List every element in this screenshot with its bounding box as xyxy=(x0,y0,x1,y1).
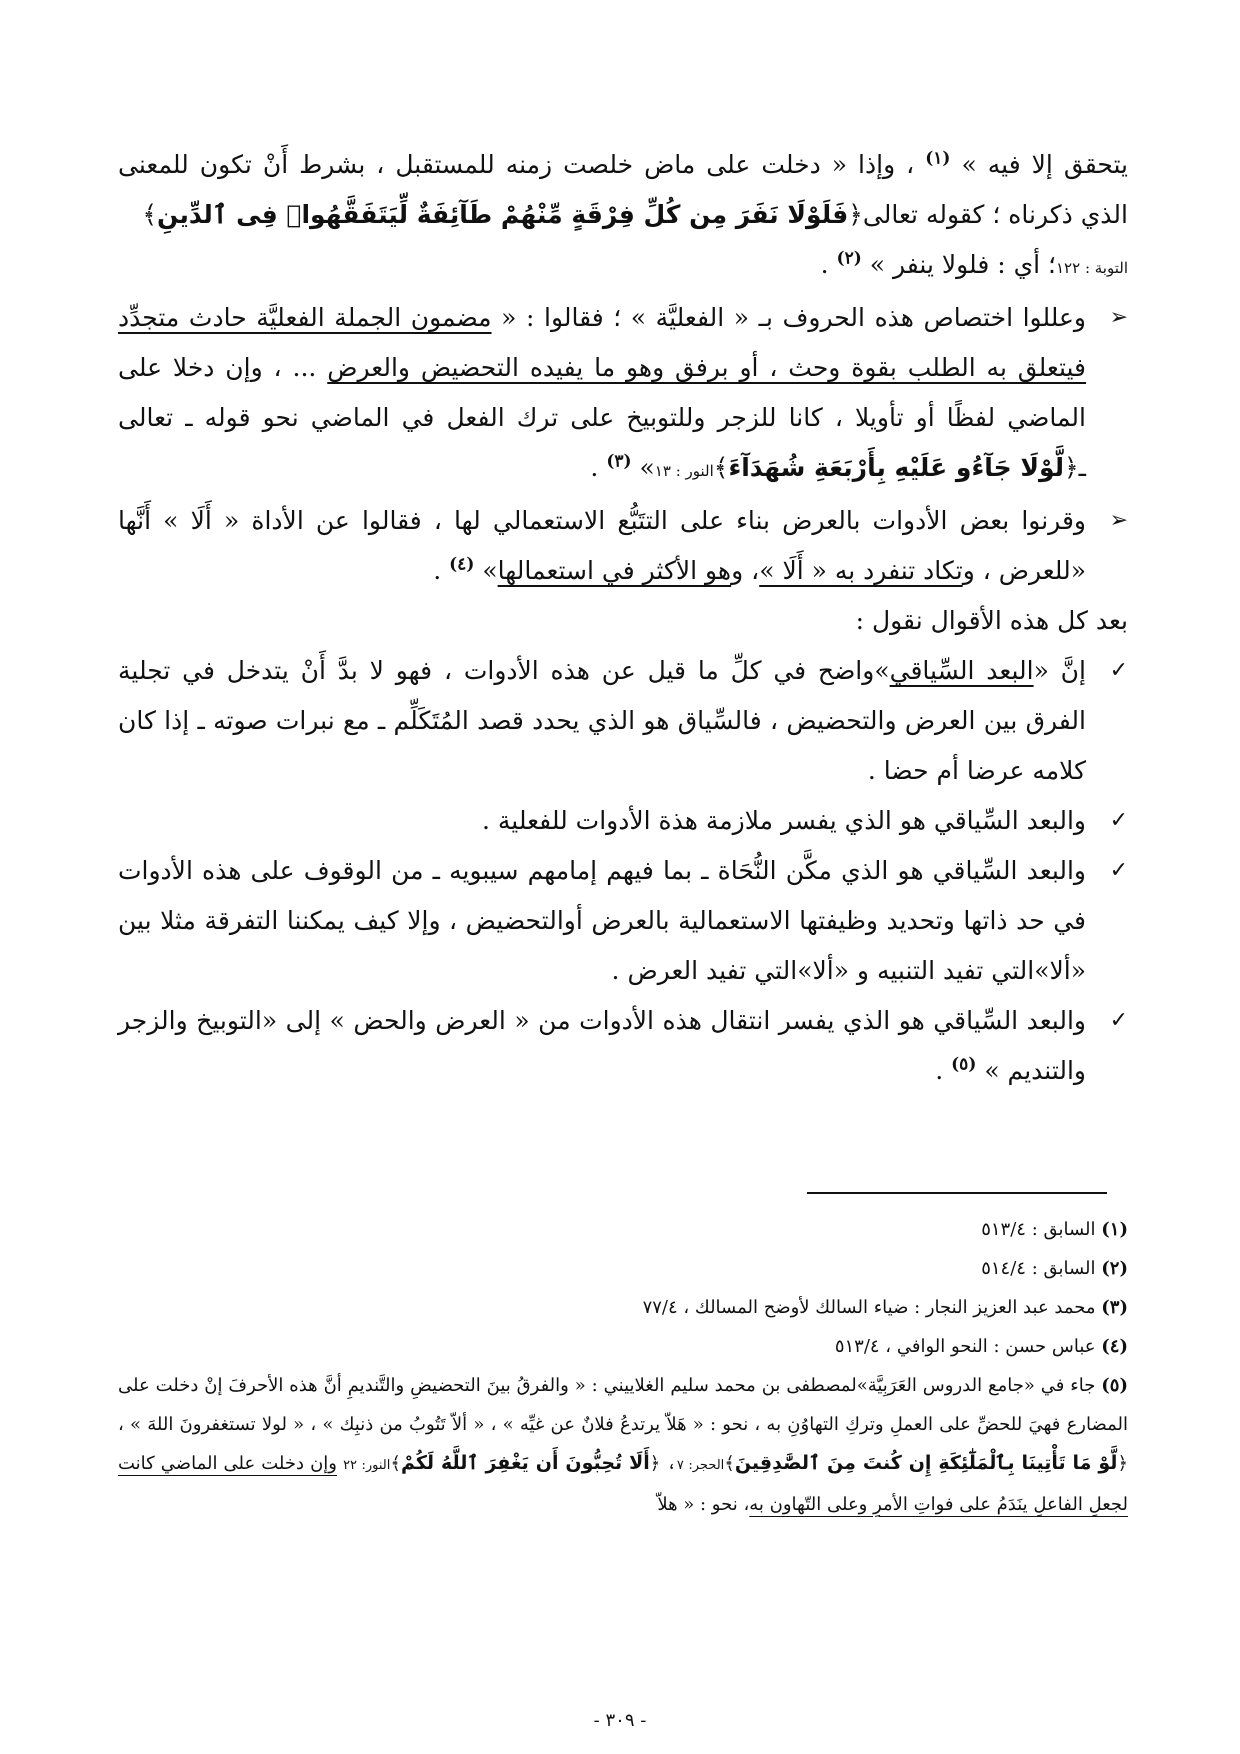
check-mark-icon: ✓ xyxy=(1109,1008,1128,1033)
footnote-text: السابق : ٥١٤/٤ xyxy=(981,1258,1096,1279)
underlined-footnote-text: وإن دخلت على الماضي كانت لجعلِ الفاعلِ ينَدَمُ على فواتِ الأمرِ وعلى التّهاون به xyxy=(118,1453,1128,1515)
intro-text-d: ؛ أي : فلولا ينفر » xyxy=(869,250,1056,279)
arrow-list xyxy=(118,293,1128,596)
arrow-item-text: ... ، وإن دخلا على الماضي لفظًا أو تأويلا ، كانا للزجر وللتوبيخ على ترك الفعل في الماضي نحو قوله ـ تعالى ـ﴿ xyxy=(118,353,1086,482)
arrow-bullet-icon: ➢ xyxy=(1109,305,1128,330)
check-item xyxy=(118,996,1128,1096)
check-item-text: والبعد السِّياقي هو الذي يفسر انتقال هذه الأدوات من « العرض والحض » إلى «التوبيخ والزجر والتنديم » xyxy=(118,1006,1086,1085)
verse-reference-tawba: التوبة : ١٢٢ xyxy=(1056,259,1128,277)
footnote-text: عباس حسن : النحو الوافي ، ٥١٣/٤ xyxy=(834,1336,1096,1357)
check-item-text: إنَّ « xyxy=(1033,656,1086,685)
arrow-item-text: » xyxy=(639,453,655,482)
intro-text-b: ، وإذا « دخلت على ماض خلصت زمنه للمستقبل ، بشرط أَنْ تكون للمعنى الذي ذكرناه ؛ كقوله تعالى﴿ xyxy=(118,150,1128,229)
after-all-heading: بعد كل هذه الأقوال نقول : xyxy=(855,606,1128,635)
footnote-ref-1[interactable]: (١) xyxy=(925,148,951,169)
arrow-item-text: ﴾ xyxy=(713,453,729,482)
page-number: - ٣٠٩ - xyxy=(593,1710,647,1731)
footnote-ref-4[interactable]: (٤) xyxy=(449,554,475,575)
intro-text-e: . xyxy=(820,250,829,279)
intro-text-c: ﴾ xyxy=(142,200,158,229)
footnote-number: (٥) xyxy=(1101,1375,1128,1396)
footnote-2 xyxy=(118,1249,1128,1288)
main-text xyxy=(118,140,1128,1096)
footnote-ref-5[interactable]: (٥) xyxy=(951,1054,977,1075)
check-item-text: والبعد السِّياقي هو الذي يفسر ملازمة هذة الأدوات للفعلية . xyxy=(482,806,1086,835)
arrow-item-text: . xyxy=(590,453,599,482)
footnote-ref-2[interactable]: (٢) xyxy=(836,248,862,269)
footnotes xyxy=(118,1210,1128,1524)
arrow-item-text: . xyxy=(433,556,442,585)
footnote-text: ﴾ xyxy=(724,1453,735,1474)
check-mark-icon: ✓ xyxy=(1109,858,1128,883)
underlined-quote: هو الأكثر في استعمالها xyxy=(497,556,732,585)
check-item xyxy=(118,846,1128,996)
arrow-item-text: » xyxy=(482,556,498,585)
check-item-text: والبعد السِّياقي هو الذي مكَّن النُّحَاة ـ بما فيهم إمامهم سيبويه ـ من الوقوف على هذه الأدوات في حد ذاتها وتحديد وظيفتها الاستعمالية بالعرض أوالتحضيض ، وإلا كيف يمكننا التفرقة مثلا بين «ألا»التي تفيد التنبيه و «ألا»التي تفيد العرض . xyxy=(118,856,1086,985)
footnote-separator xyxy=(807,1192,1107,1194)
footnote-1 xyxy=(118,1210,1128,1249)
footnote-4 xyxy=(118,1327,1128,1366)
arrow-item-text: ، و xyxy=(731,556,760,585)
intro-paragraph xyxy=(118,140,1128,293)
footnote-text: ، نحو : « هلاّ xyxy=(657,1494,750,1515)
check-list xyxy=(118,646,1128,1096)
verse-reference-hijr: الحجر: ٧ xyxy=(676,1458,725,1473)
check-item-text: . xyxy=(935,1056,944,1085)
footnote-text: محمد عبد العزيز النجار : ضياء السالك لأوضح المسالك ، ٧٧/٤ xyxy=(642,1297,1096,1318)
footnote-number: (٣) xyxy=(1101,1297,1128,1318)
verse-reference-nur-22: النور: ٢٢ xyxy=(343,1458,391,1473)
underlined-term: البعد السِّياقي xyxy=(889,656,1034,685)
quran-verse-tawba: فَلَوْلَا نَفَرَ مِن كُلِّ فِرْقَةٍ مِّنْهُمْ طَآئِفَةٌ لِّيَتَفَقَّهُوا۟ فِى ٱلدِّينِ xyxy=(157,200,849,229)
check-mark-icon: ✓ xyxy=(1109,658,1128,683)
arrow-bullet-icon: ➢ xyxy=(1109,508,1128,533)
footnote-text: ، ﴿ xyxy=(649,1453,677,1474)
quran-verse-nur-22: أَلَا تُحِبُّونَ أَن يَغْفِرَ ٱللَّهُ لَكُمْ xyxy=(400,1452,650,1474)
quran-verse-nur-13: لَّوْلَا جَآءُو عَلَيْهِ بِأَرْبَعَةِ شُهَدَآءَ xyxy=(728,453,1065,482)
intro-text-a: يتحقق إلا فيه » xyxy=(961,150,1129,179)
underlined-quote: مضمون الجملة الفعليَّة حادث متجدِّد فيتعلق به الطلب بقوة وحث ، أو برفق وهو ما يفيده التحضيض والعرض xyxy=(118,303,1087,382)
footnote-number: (٢) xyxy=(1101,1258,1128,1279)
footnote-text: ﴾ xyxy=(390,1453,401,1474)
footnote-number: (٤) xyxy=(1101,1336,1128,1357)
footnote-number: (١) xyxy=(1101,1219,1128,1240)
footnote-5 xyxy=(118,1366,1128,1524)
arrow-item-ala xyxy=(118,496,1128,596)
underlined-quote: تكاد تنفرد به « أَلَا » xyxy=(759,556,963,585)
check-item xyxy=(118,796,1128,846)
footnote-text: السابق : ٥١٣/٤ xyxy=(981,1219,1096,1240)
arrow-item-text: وقرنوا بعض الأدوات بالعرض بناء على التتَبُّع الاستعمالي لها ، فقالوا عن الأداة « أَلَا » أَنَّها «للعرض ، و xyxy=(118,506,1086,585)
check-mark-icon: ✓ xyxy=(1109,808,1128,833)
footnote-3 xyxy=(118,1288,1128,1327)
arrow-item-text: وعللوا اختصاص هذه الحروف بـ « الفعليَّة » ؛ فقالوا : « xyxy=(501,303,1087,332)
check-item xyxy=(118,646,1128,796)
quran-verse-hijr: لَّوْ مَا تَأْتِينَا بِٱلْمَلَٰٓئِكَةِ إِن كُنتَ مِنَ ٱلصَّٰدِقِينَ xyxy=(734,1452,1118,1474)
footnote-text: جاء في «جامع الدروس العَرَبِيَّة»لمصطفى بن محمد سليم الغلاييني : « والفرقُ بينَ التحضيضِ والتَّنديمِ أنَّ هذه الأحرفَ إنْ دخلت على المضارع فهيَ للحضِّ على العملِ وتركِ التهاوُنِ به ، نحو : « هَلاّ يرتدعُ فلانٌ عن غيِّه » ، « ألاّ تَتُوبُ من ذنبِك » ، « لولا تستغفرونَ اللهَ » ، ﴿ xyxy=(118,1375,1128,1474)
verse-reference-nur-13: النور : ١٣ xyxy=(654,462,714,480)
footnote-ref-3[interactable]: (٣) xyxy=(606,451,632,472)
arrow-item-fi3liyya xyxy=(118,293,1128,496)
check-item-text: »واضح في كلِّ ما قيل عن هذه الأدوات ، فهو لا بدَّ أَنْ يتدخل في تجلية الفرق بين العرض والتحضيض ، فالسِّياق هو الذي يحدد قصد المُتَكَلِّم ـ مع نبرات صوته ـ إذا كان كلامه عرضا أم حضا . xyxy=(118,656,1086,785)
